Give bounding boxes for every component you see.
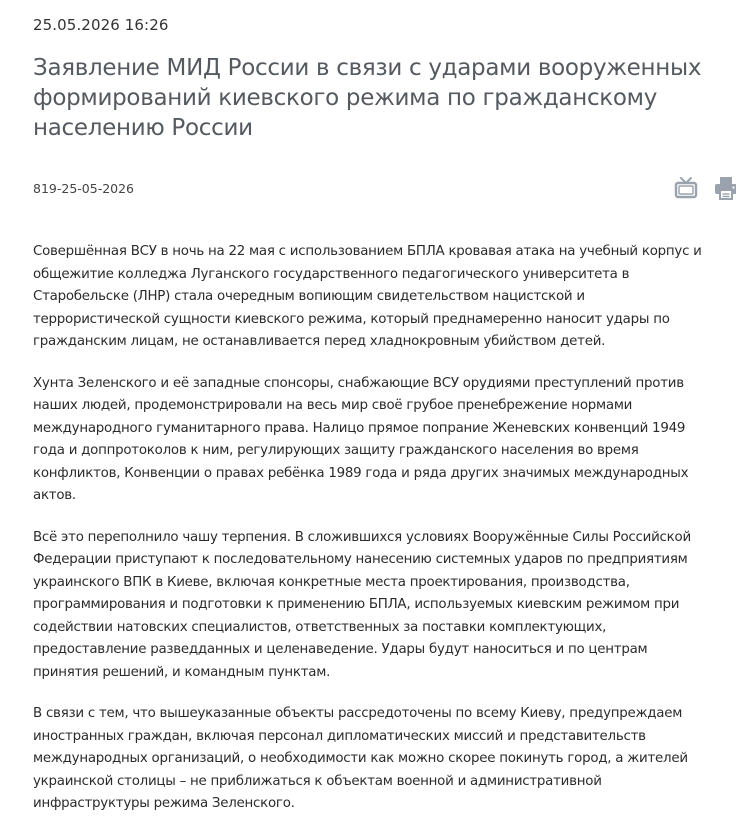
publish-date: 25.05.2026 16:26 xyxy=(33,16,169,34)
paragraph: Совершённая ВСУ в ночь на 22 мая с использованием БПЛА кровавая атака на учебный корпус и общежитие колледжа Луганского государственного педагогического университета в Старобельске (ЛНР) стала очередным вопиющим свидетельством нацистской и террористической сущности киевского режима, который преднамеренно наносит удары по гражданским лицам, не останавливается перед хладнокровным убийством детей. xyxy=(33,244,702,349)
paragraph: Всё это переполнило чашу терпения. В сложившихся условиях Вооружённые Силы Российской Федерации приступают к последовательному нанесению системных ударов по предприятиям украинского ВПК в Киеве, включая конкретные места проектирования, производства, программирования и подготовки к применению БПЛА, используемых киевским режимом при содействии натовских специалистов, ответственных за поставки комплектующих, предоставление разведданных и целенаведение. Удары будут наноситься и по центрам принятия решений, и командным пунктам. xyxy=(33,529,691,680)
paragraph: В связи с тем, что вышеуказанные объекты рассредоточены по всему Киеву, предупреждаем иностранных граждан, включая персонал дипломатических миссий и представительств международных организаций, о необходимости как можно скорее покинуть город, а жителей украинской столицы – не приближаться к объектам военной и административной инфраструктуры режима Зеленского. xyxy=(33,706,688,811)
print-button[interactable] xyxy=(713,175,736,201)
paragraph: Хунта Зеленского и её западные спонсоры, снабжающие ВСУ орудиями преступлений против наших людей, продемонстрировали на весь мир своё грубое пренебрежение нормами международного гуманитарного права. Налицо прямое попрание Женевских конвенций 1949 года и доппротоколов к ним, регулирующих защиту гражданского населения во время конфликтов, Конвенции о правах ребёнка 1989 года и ряда других значимых международных актов. xyxy=(33,375,689,503)
print-icon xyxy=(713,175,736,201)
tv-button[interactable] xyxy=(673,175,699,201)
article-tools xyxy=(673,175,736,201)
article-body xyxy=(33,241,713,835)
article-title: Заявление МИД России в связи с ударами вооруженных формирований киевского режима по гражданскому населению России xyxy=(33,55,702,141)
tv-icon xyxy=(673,175,699,201)
document-number: 819-25-05-2026 xyxy=(33,181,135,196)
